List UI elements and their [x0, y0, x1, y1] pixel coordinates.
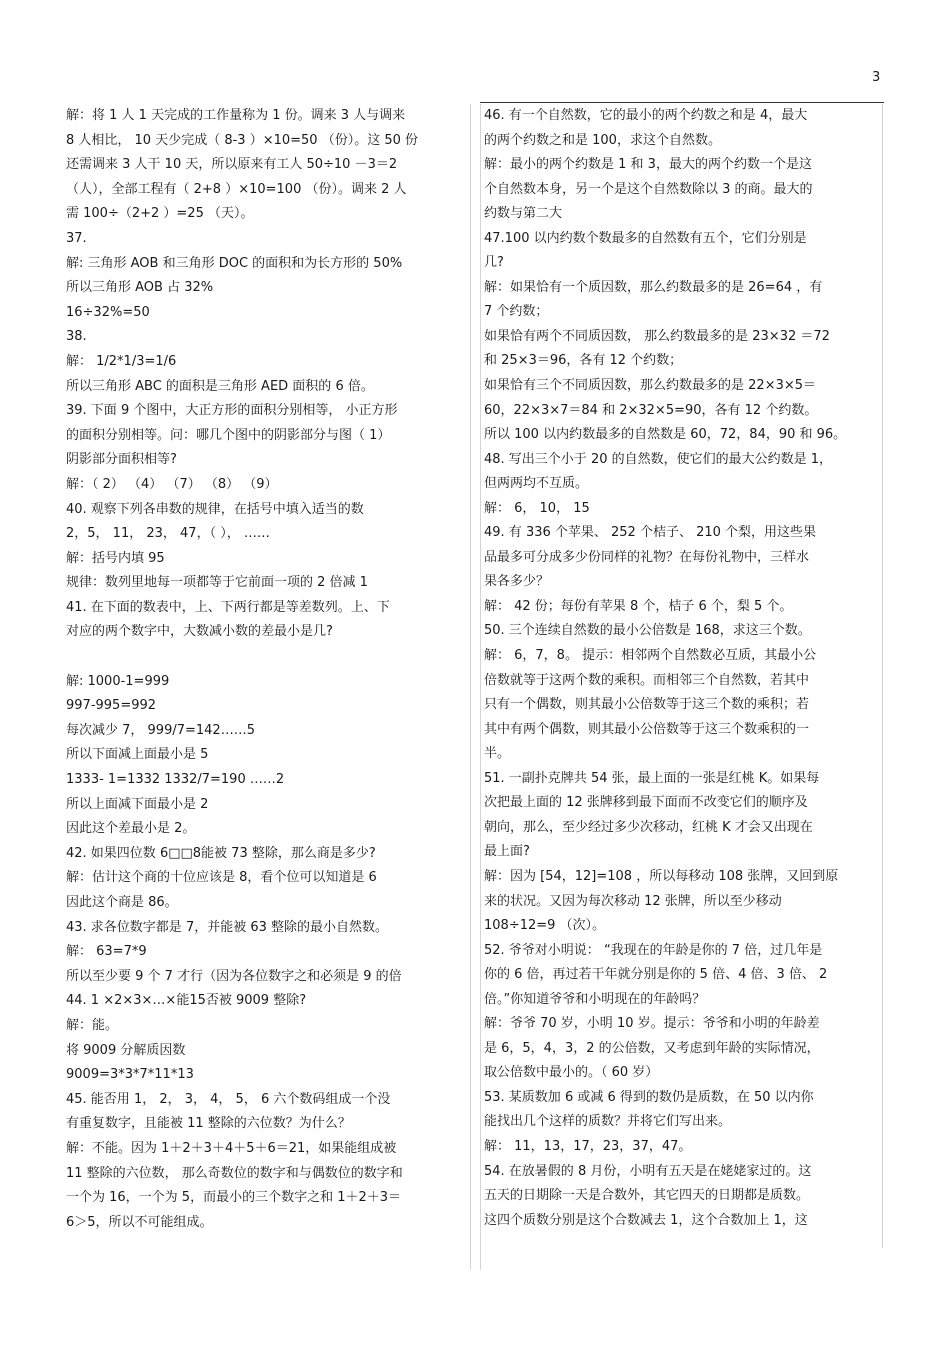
- text-line: 倍数就等于这两个数的乘积。而相邻三个自然数，若其中: [484, 672, 810, 688]
- text-line: 解：爷爷 70 岁，小明 10 岁。提示：爷爷和小明的年龄差: [484, 1016, 820, 1032]
- text-line: 一个为 16，一个为 5，而最小的三个数字之和 1＋2＋3＝: [66, 1190, 402, 1206]
- text-line: 53. 某质数加 6 或减 6 得到的数仍是质数，在 50 以内你: [484, 1089, 814, 1105]
- text-line: 如果恰有两个不同质因数， 那么约数最多的是 23×32 ＝72: [484, 328, 830, 344]
- text-line: 倍。”你知道爷爷和小明现在的年龄吗？: [484, 991, 706, 1007]
- text-line: 需 100÷（2+2 ）=25 （天）。: [66, 206, 254, 222]
- left-column: [66, 104, 468, 1235]
- text-line: 有重复数字，且能被 11 整除的六位数？为什么？: [66, 1116, 351, 1132]
- text-line: 46. 有一个自然数，它的最小的两个约数之和是 4，最大: [484, 108, 808, 123]
- text-line: 如果恰有三个不同质因数，那么约数最多的是 22×3×5＝: [484, 378, 817, 394]
- text-line: 48. 写出三个小于 20 的自然数，使它们的最大公约数是 1，: [484, 451, 833, 467]
- text-line: 解：（ 2） （4） （7） （8） （9）: [66, 476, 278, 492]
- text-line: 解： 6， 10， 15: [484, 500, 590, 516]
- text-line: 还需调来 3 人干 10 天，所以原来有工人 50÷10 －3＝2: [66, 157, 398, 173]
- page-number: 3: [872, 70, 881, 85]
- text-line: 你的 6 倍，再过若干年就分别是你的 5 倍、4 倍、3 倍、 2: [484, 967, 828, 983]
- text-line: 6＞5，所以不可能组成。: [66, 1214, 213, 1230]
- text-line: 解：括号内填 95: [66, 550, 165, 566]
- text-line: 8 人相比， 10 天少完成（ 8-3 ）×10=50 （份）。这 50 份: [66, 132, 419, 148]
- text-line: 解：最小的两个约数是 1 和 3，最大的两个约数一个是这: [484, 157, 812, 173]
- text-line: 的面积分别相等。问：哪几个图中的阴影部分与图（ 1）: [66, 427, 391, 443]
- text-line: 解: 1000-1=999: [66, 673, 170, 689]
- text-line: 47.100 以内约数个数最多的自然数有五个，它们分别是: [484, 230, 807, 246]
- text-line: 个自然数本身，另一个是这个自然数除以 3 的商。最大的: [484, 181, 813, 197]
- text-line: 解: 三角形 AOB 和三角形 DOC 的面积和为长方形的 50%: [66, 255, 403, 271]
- text-line: 解： 11，13，17，23，37，47。: [484, 1138, 692, 1154]
- text-line: 将 9009 分解质因数: [66, 1042, 186, 1058]
- text-line: 因此这个差最小是 2。: [66, 821, 196, 837]
- text-line: 是 6，5，4，3，2 的公倍数，又考虑到年龄的实际情况，: [484, 1040, 820, 1056]
- text-line: 50. 三个连续自然数的最小公倍数是 168，求这三个数。: [484, 623, 811, 639]
- text-line: 最上面?: [484, 844, 530, 860]
- text-line: 因此这个商是 86。: [66, 895, 178, 910]
- text-line: 108÷12=9 （次）。: [484, 918, 606, 934]
- text-line: 60，22×3×7＝84 和 2×32×5=90，各有 12 个约数。: [484, 402, 818, 418]
- text-line: 所以下面减上面最小是 5: [66, 747, 209, 763]
- text-line: 16÷32%=50: [66, 304, 150, 320]
- text-line: 每次减少 7， 999/7=142……5: [66, 722, 255, 738]
- text-line: 41. 在下面的数表中，上、下两行都是等差数列。上、下: [66, 599, 390, 615]
- text-line: 40. 观察下列各串数的规律，在括号中填入适当的数: [66, 501, 364, 517]
- text-line: 38.: [66, 329, 87, 345]
- text-line: 品最多可分成多少份同样的礼物？在每份礼物中，三样水: [484, 549, 810, 565]
- column-divider-right: [480, 104, 481, 1270]
- text-line: 来的状况。又因为每次移动 12 张牌，所以至少移动: [484, 893, 782, 909]
- text-line: 五天的日期除一天是合数外，其它四天的日期都是质数。: [484, 1188, 810, 1204]
- text-line: 解：估计这个商的十位应该是 8，看个位可以知道是 6: [66, 870, 377, 886]
- text-line: 所以至少要 9 个 7 才行（因为各位数字之和必须是 9 的倍: [66, 968, 402, 984]
- text-line: 44. 1 ×2×3×…×能15否被 9009 整除?: [66, 993, 307, 1009]
- text-line: 45. 能否用 1， 2， 3， 4， 5， 6 六个数码组成一个没: [66, 1091, 391, 1107]
- text-line: 的两个约数之和是 100，求这个自然数。: [484, 132, 721, 148]
- text-line: 51. 一副扑克牌共 54 张，最上面的一张是红桃 K。如果每: [484, 770, 820, 786]
- text-line: 其中有两个偶数，则其最小公倍数等于这三个数乘积的一: [484, 721, 810, 737]
- text-line: 但两两均不互质。: [484, 476, 589, 492]
- text-line: 半。: [484, 746, 511, 762]
- text-line: 所以三角形 ABC 的面积是三角形 AED 面积的 6 倍。: [66, 378, 374, 394]
- text-line: 54. 在放暑假的 8 月份，小明有五天是在姥姥家过的。这: [484, 1163, 812, 1179]
- text-line: 能找出几个这样的质数？并将它们写出来。: [484, 1114, 732, 1130]
- text-line: 解：能。: [66, 1017, 119, 1033]
- text-line: 2，5， 11， 23， 47，（ ）， ……: [66, 526, 270, 542]
- text-line: 所以 100 以内约数最多的自然数是 60，72，84，90 和 96。: [484, 427, 847, 443]
- text-line: 解：将 1 人 1 天完成的工作量称为 1 份。调来 3 人与调来: [66, 108, 406, 123]
- right-column: [484, 104, 881, 1233]
- text-line: 52. 爷爷对小明说： “我现在的年龄是你的 7 倍，过几年是: [484, 942, 823, 958]
- text-line: 取公倍数中最小的。（ 60 岁）: [484, 1065, 659, 1081]
- text-line: 次把最上面的 12 张牌移到最下面而不改变它们的顺序及: [484, 795, 808, 811]
- text-line: 解：如果恰有一个质因数，那么约数最多的是 26=64 ，有: [484, 279, 823, 295]
- text-line: 和 25×3＝96，各有 12 个约数；: [484, 353, 683, 369]
- text-line: [66, 645, 468, 670]
- text-line: 规律：数列里地每一项都等于它前面一项的 2 倍减 1: [66, 575, 368, 591]
- text-line: 朝向，那么，至少经过多少次移动，红桃 K 才会又出现在: [484, 819, 813, 835]
- text-line: 11 整除的六位数， 那么奇数位的数字和与偶数位的数字和: [66, 1165, 403, 1181]
- text-line: 43. 求各位数字都是 7，并能被 63 整除的最小自然数。: [66, 919, 389, 935]
- text-line: 解： 63=7*9: [66, 944, 147, 960]
- text-line: 约数与第二大: [484, 206, 563, 222]
- column-divider-left: [470, 104, 471, 1270]
- text-line: 几?: [484, 255, 504, 271]
- text-line: 解： 6，7，8。 提示：相邻两个自然数必互质，其最小公: [484, 648, 817, 664]
- text-line: 49. 有 336 个苹果、 252 个桔子、 210 个梨，用这些果: [484, 525, 817, 541]
- text-line: 对应的两个数字中，大数减小数的差最小是几?: [66, 624, 333, 640]
- text-line: 只有一个偶数，则其最小公倍数等于这三个数的乘积；若: [484, 697, 810, 713]
- header-rule: [480, 102, 884, 103]
- text-line: 这四个质数分别是这个合数减去 1，这个合数加上 1，这: [484, 1212, 808, 1228]
- text-line: 所以三角形 AOB 占 32%: [66, 280, 214, 296]
- text-line: 解： 42 份；每份有苹果 8 个，桔子 6 个，梨 5 个。: [484, 598, 793, 614]
- text-line: 39. 下面 9 个图中，大正方形的面积分别相等， 小正方形: [66, 403, 398, 419]
- text-line: 解：因为 [54，12]=108 ，所以每移动 108 张牌，又回到原: [484, 868, 839, 884]
- text-line: 1333- 1=1332 1332/7=190 ……2: [66, 772, 285, 788]
- text-line: 42. 如果四位数 6□□8能被 73 整除，那么商是多少?: [66, 845, 376, 861]
- text-line: 所以上面减下面最小是 2: [66, 796, 209, 812]
- text-line: 果各多少？: [484, 574, 550, 590]
- text-line: 解：不能。因为 1＋2＋3＋4＋5＋6＝21，如果能组成被: [66, 1140, 397, 1156]
- text-line: 997-995=992: [66, 698, 157, 714]
- text-line: （人），全部工程有（ 2+8 ）×10=100 （份）。调来 2 人: [66, 181, 407, 197]
- text-line: 9009=3*3*7*11*13: [66, 1067, 194, 1083]
- text-line: 7 个约数；: [484, 304, 549, 320]
- text-line: 阴影部分面积相等?: [66, 452, 177, 468]
- right-border: [882, 104, 883, 1248]
- text-line: 解： 1/2*1/3=1/6: [66, 353, 177, 369]
- text-line: 37.: [66, 230, 87, 246]
